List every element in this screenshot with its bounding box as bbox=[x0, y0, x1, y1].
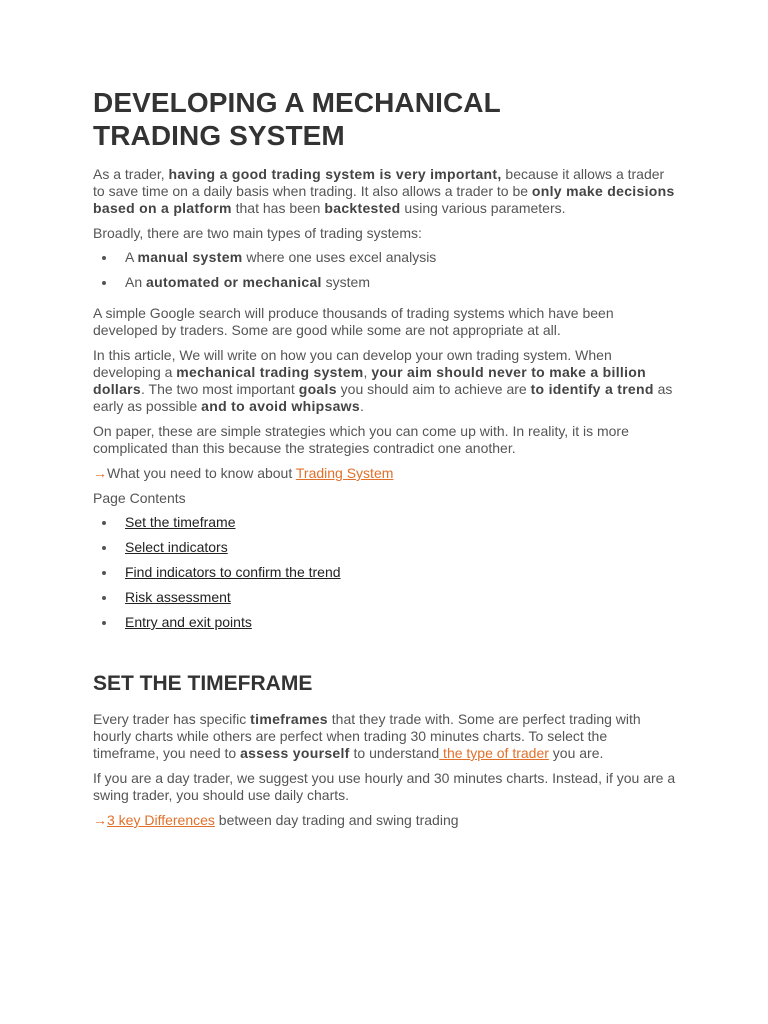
toc-link-confirm-trend[interactable]: Find indicators to confirm the trend bbox=[125, 564, 341, 580]
intro-bold-3: backtested bbox=[324, 200, 401, 216]
intro-paragraph bbox=[93, 166, 676, 217]
timeframe-text-3: to understand bbox=[349, 745, 440, 761]
know-about-text: What you need to know about bbox=[107, 465, 296, 481]
toc-link-entry-exit[interactable]: Entry and exit points bbox=[125, 614, 252, 630]
list-item-post: where one uses excel analysis bbox=[242, 249, 437, 265]
page-contents-list bbox=[93, 514, 676, 631]
toc-link-set-timeframe[interactable]: Set the timeframe bbox=[125, 514, 236, 530]
list-item bbox=[125, 514, 676, 531]
timeframe-bold-2: assess yourself bbox=[240, 745, 350, 761]
toc-link-risk-assessment[interactable]: Risk assessment bbox=[125, 589, 231, 605]
timeframe-bold-1: timeframes bbox=[250, 711, 328, 727]
article-bold-3: goals bbox=[298, 381, 337, 397]
type-of-trader-link[interactable]: the type of trader bbox=[439, 745, 549, 761]
list-item-pre: A bbox=[125, 249, 138, 265]
differences-line bbox=[93, 812, 676, 829]
intro-bold-2: only make decisions based on a platform bbox=[93, 183, 675, 216]
types-list bbox=[93, 249, 676, 291]
list-item-bold: automated or mechanical bbox=[146, 274, 322, 290]
arrow-icon: → bbox=[93, 812, 107, 828]
article-text-3: . The two most important bbox=[141, 381, 299, 397]
article-bold-2: your aim should never to make a billion dollars bbox=[93, 364, 646, 397]
intro-text-1: As a trader, bbox=[93, 166, 169, 182]
google-paragraph: A simple Google search will produce thousands of trading systems which have been developed by traders. Some are good while some are not appropriate at all. bbox=[93, 305, 614, 338]
article-text-1: In this article, We will write on how you can develop your own trading system. When developing a bbox=[93, 347, 612, 380]
know-about-line bbox=[93, 465, 676, 482]
paper-paragraph: On paper, these are simple strategies which you can come up with. In reality, it is more complicated than this because the strategies contradict one another. bbox=[93, 423, 629, 456]
title-line-2: TRADING SYSTEM bbox=[93, 120, 345, 151]
intro-text-4: using various parameters. bbox=[400, 200, 566, 216]
daytrader-paragraph: If you are a day trader, we suggest you use hourly and 30 minutes charts. Instead, if you are a swing trader, you should use daily charts. bbox=[93, 770, 676, 803]
list-item bbox=[125, 274, 676, 291]
trading-system-link[interactable]: Trading System bbox=[295, 465, 394, 481]
intro-text-2: because it allows a trader to save time on a daily basis when trading. It also allows a trader to be bbox=[93, 166, 665, 199]
article-paragraph bbox=[93, 347, 676, 415]
list-item bbox=[125, 564, 676, 581]
list-item bbox=[125, 249, 676, 266]
title-line-1: DEVELOPING A MECHANICAL bbox=[93, 87, 501, 118]
section-title: SET THE TIMEFRAME bbox=[93, 672, 313, 695]
differences-text: between day trading and swing trading bbox=[214, 812, 459, 828]
article-text-5: as early as possible bbox=[93, 381, 673, 414]
types-intro: Broadly, there are two main types of trading systems: bbox=[93, 225, 422, 241]
article-bold-1: mechanical trading system bbox=[176, 364, 364, 380]
article-bold-5: and to avoid whipsaws bbox=[201, 398, 360, 414]
key-differences-link[interactable]: 3 key Differences bbox=[107, 812, 215, 828]
toc-link-select-indicators[interactable]: Select indicators bbox=[125, 539, 228, 555]
list-item-pre: An bbox=[125, 274, 147, 290]
arrow-icon: → bbox=[93, 465, 107, 481]
list-item bbox=[125, 614, 676, 631]
page-contents-label: Page Contents bbox=[93, 490, 186, 506]
list-item-post: system bbox=[321, 274, 370, 290]
list-item bbox=[125, 589, 676, 606]
intro-text-3: that has been bbox=[231, 200, 325, 216]
article-bold-4: to identify a trend bbox=[530, 381, 654, 397]
article-text-4: you should aim to achieve are bbox=[336, 381, 531, 397]
timeframe-paragraph bbox=[93, 711, 676, 762]
timeframe-text-2: that they trade with. Some are perfect trading with hourly charts while others are perfect when trading 30 minutes charts. To select the timeframe, you need to bbox=[93, 711, 641, 761]
article-text-2: , bbox=[363, 364, 372, 380]
article-text-6: . bbox=[359, 398, 364, 414]
article-title bbox=[93, 86, 676, 152]
timeframe-text-1: Every trader has specific bbox=[93, 711, 251, 727]
list-item bbox=[125, 539, 676, 556]
intro-bold-1: having a good trading system is very important, bbox=[168, 166, 502, 182]
timeframe-text-4: you are. bbox=[548, 745, 604, 761]
list-item-bold: manual system bbox=[137, 249, 243, 265]
